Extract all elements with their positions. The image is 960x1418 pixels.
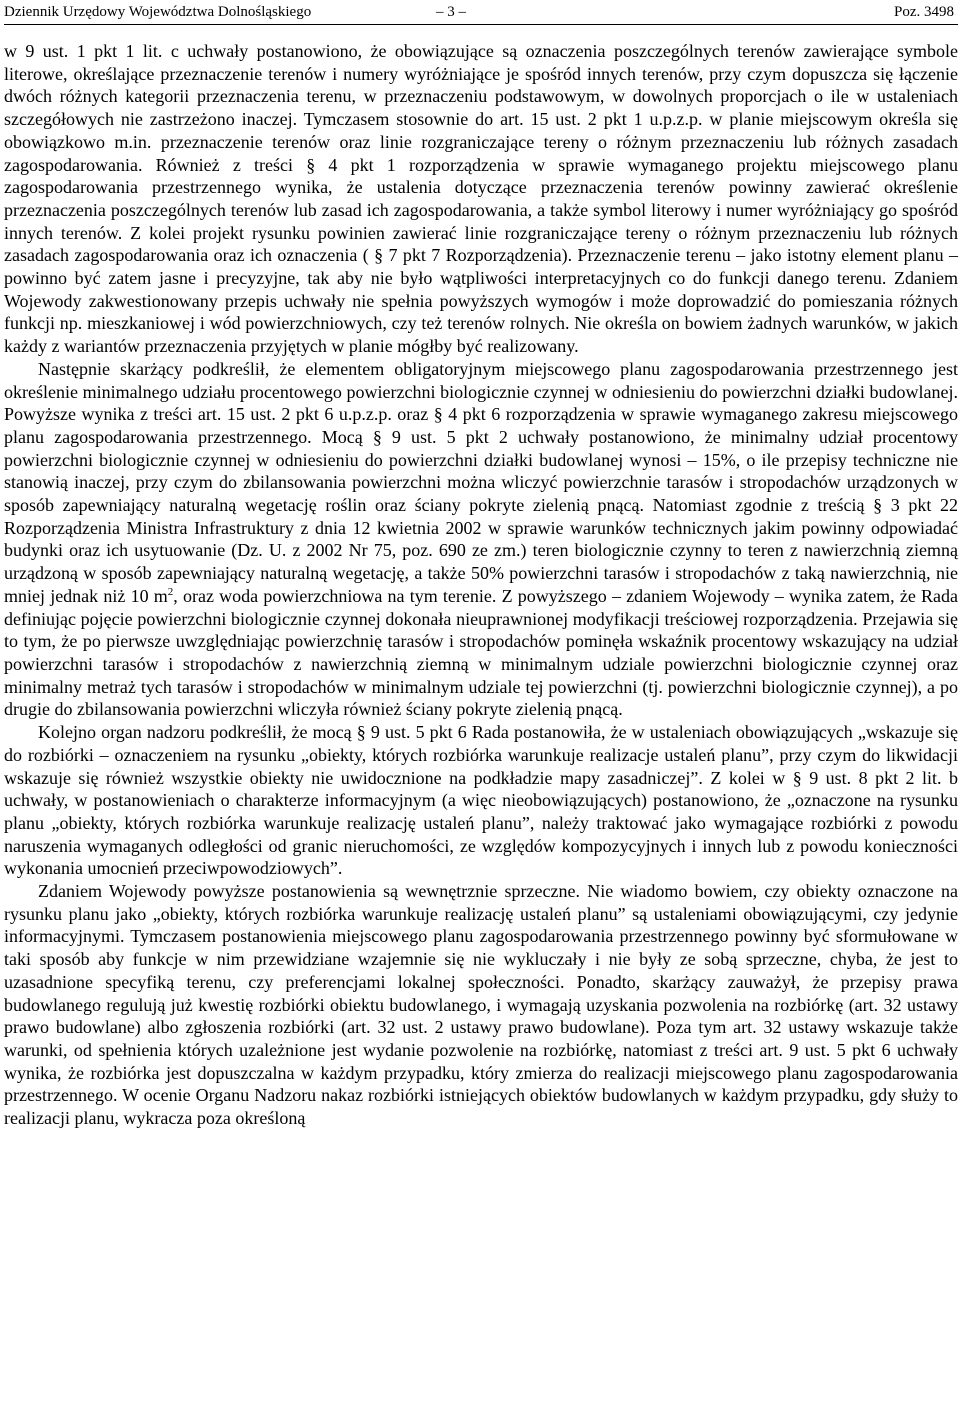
document-body (4, 40, 958, 1130)
page-header (4, 0, 958, 25)
position-number: Poz. 3498 (894, 4, 954, 20)
square-meter-superscript: 2 (167, 585, 174, 598)
journal-title: Dziennik Urzędowy Województwa Dolnośląskiego (4, 4, 312, 20)
paragraph-2: Następnie skarżący podkreślił, że elementem obligatoryjnym miejscowego planu zagospodarowania przestrzennego jest określenie minimalnego udziału procentowego powierzchni biologicznie czynnej w odniesieniu do powierzchni działki budowlanej. Powyższe wynika z treści art. 15 ust. 2 pkt 6 u.p.z.p. oraz § 4 pkt 6 rozporządzenia w sprawie wymaganego zakresu miejscowego planu zagospodarowania przestrzennego. Mocą § 9 ust. 5 pkt 2 uchwały postanowiono, że minimalny udział procentowy powierzchni biologicznie czynnej w odniesieniu do powierzchni działki budowlanej wynosi – 15%, o ile przepisy techniczne nie stanowią inaczej, przy czym do zbilansowania powierzchni można wliczyć powierzchnie tarasów i stropodachów urządzonych w sposób zapewniający naturalną wegetację roślin oraz ściany pokryte zielenią pnącą. Natomiast zgodnie z treścią § 3 pkt 22 Rozporządzenia Ministra Infrastruktury z dnia 12 kwietnia 2002 w sprawie warunków technicznych jakim powinny odpowiadać budynki oraz ich usytuowanie (Dz. U. z 2002 Nr 75, poz. 690 ze zm.) teren biologicznie czynny to teren z nawierzchnią ziemną urządzoną w sposób zapewniający naturalną wegetację, a także 50% powierzchni tarasów i stropodachów z taką nawierzchnią, nie mniej jednak niż 10 $m^2$, oraz woda powierzchniowa na tym terenie. Z powyższego – zdaniem Wojewody – wynika zatem, że Rada definiując pojęcie powierzchni biologicznie czynnej dokonała nieuprawnionej modyfikacji treściowej rozporządzenia. Przejawia się to tym, że po pierwsze uwzględniając powierzchnię tarasów i stropodachów pominęła wskaźnik procentowy wskazujący na udział powierzchni tarasów i stropodachów z nawierzchnią ziemną w minimalnym udziale powierzchni biologicznie czynnej oraz minimalny metraż tych tarasów i stropodachów w minimalnym udziale tej powierzchni (tj. powierzchni biologicznie czynnej), a po drugie do zbilansowania powierzchni wliczyła również ściany pokryte zielenią pnącą. (4, 358, 959, 720)
paragraph-4: Zdaniem Wojewody powyższe postanowienia są wewnętrznie sprzeczne. Nie wiadomo bowiem, czy obiekty oznaczone na rysunku planu jako „obiekty, których rozbiórka warunkuje realizację ustaleń planu” są ustaleniami obowiązującymi, czy jedynie informacyjnymi. Tymczasem postanowienia miejscowego planu zagospodarowania przestrzennego powinny być sformułowane w taki sposób aby funkcje w nim przewidziane wzajemnie się nie wykluczały i nie były ze sobą sprzeczne, chyba, że jest to uzasadnione specyfiką terenu, czy preferencjami lokalnej społeczności. Ponadto, skarżący zauważył, że przepisy prawa budowlanego regulują już kwestię rozbiórki obiektu budowlanego, i wymagają uzyskania pozwolenia na rozbiórkę (art. 32 ustawy prawo budowlane) albo zgłoszenia rozbiórki (art. 32 ust. 2 ustawy prawo budowlane). Poza tym art. 32 ustawy wskazuje także warunki, od spełnienia których uzależnione jest wydanie pozwolenie na rozbiórkę, natomiast z treści art. 9 ust. 5 pkt 6 uchwały wynika, że rozbiórka jest dopuszczalna w każdym przypadku, który zmierza do realizacji miejscowego planu zagospodarowania przestrzennego. W ocenie Organu Nadzoru nakaz rozbiórki istniejących obiektów budowlanych w każdym przypadku, gdy służy to realizacji planu, wykracza poza określoną (4, 881, 958, 1129)
paragraph-1: w 9 ust. 1 pkt 1 lit. c uchwały postanowiono, że obowiązujące są oznaczenia poszczególnych terenów zawierające symbole literowe, określające przeznaczenie terenów i numery wyróżniające je spośród innych terenów, przy czym dopuszcza się łączenie dwóch różnych kategorii przeznaczenia terenu, w przeznaczeniu podstawowym, w dowolnych proporcjach o ile w ustaleniach szczegółowych nie zastrzeżono inaczej. Tymczasem stosownie do art. 15 ust. 2 pkt 1 u.p.z.p. w planie miejscowym określa się obowiązkowo m.in. przeznaczenie terenów oraz linie rozgraniczające tereny o różnym przeznaczeniu lub różnych zasadach zagospodarowania. Również z treści § 4 pkt 1 rozporządzenia w sprawie wymaganego projektu miejscowego planu zagospodarowania przestrzennego wynika, że ustalenia dotyczące przeznaczenia terenów powinny zawierać określenie przeznaczenia poszczególnych terenów lub zasad ich zagospodarowania, a także symbol literowy i numer wyróżniający go spośród innych terenów. Z kolei projekt rysunku powinien zawierać linie rozgraniczające tereny o różnym przeznaczeniu lub różnych zasadach zagospodarowania oraz ich oznaczenia ( § 7 pkt 7 Rozporządzenia). Przeznaczenie terenu – jako istotny element planu – powinno być zatem jasne i precyzyjne, tak aby nie było wątpliwości interpretacyjnych co do funkcji danego terenu. Zdaniem Wojewody zakwestionowany przepis uchwały nie spełnia powyższych wymogów i może doprowadzić do pomieszania różnych funkcji np. mieszkaniowej i wód powierzchniowych, czy też terenów rolnych. Nie określa on bowiem żadnych warunków, w jakich każdy z wariantów przeznaczenia przyjętych w planie mógłby być realizowany. (4, 41, 958, 357)
page-number: – 3 – (436, 4, 466, 20)
paragraph-3: Kolejno organ nadzoru podkreślił, że mocą § 9 ust. 5 pkt 6 Rada postanowiła, że w ustaleniach obowiązujących „wskazuje się do rozbiórki – oznaczeniem na rysunku „obiekty, których rozbiórka warunkuje realizacje ustaleń planu”, przy czym do likwidacji wskazuje się również wszystkie obiekty nie uwidocznione na podkładzie mapy zasadniczej”. Z kolei w § 9 ust. 8 pkt 2 lit. b uchwały, w postanowieniach o charakterze informacyjnym (a więc nieobowiązujących) postanowiono, że „oznaczone na rysunku planu „obiekty, których rozbiórka warunkuje realizację ustaleń planu”, należy traktować jako wymagające rozbiórki z powodu naruszenia wymaganych odległości od granic nieruchomości, ze względów kompozycyjnych i innych lub z powodu konieczności wykonania umocnień przeciwpowodziowych”. (4, 722, 958, 879)
